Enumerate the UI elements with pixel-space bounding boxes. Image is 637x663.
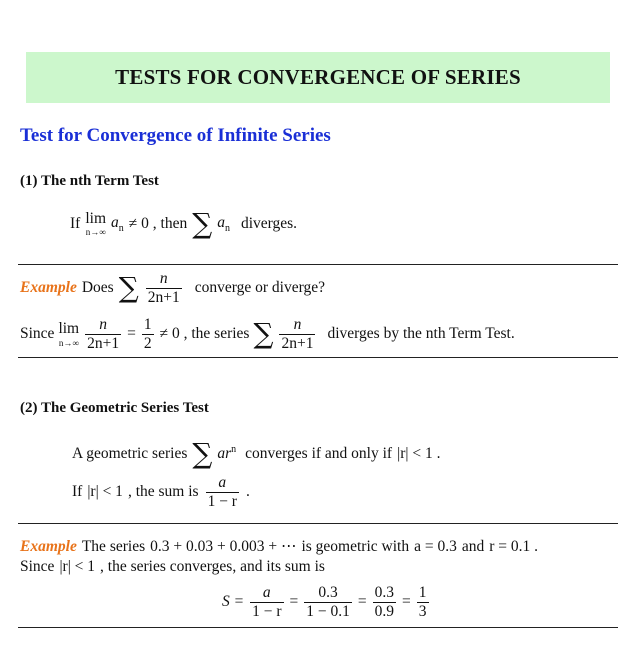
divider xyxy=(18,523,618,524)
geometric-line1-pre: A geometric series xyxy=(72,445,188,462)
fraction-numerator: a xyxy=(218,474,227,491)
equals-sign: = xyxy=(289,593,299,611)
example1-solution xyxy=(20,316,515,353)
example1-lim-under: n→∞ xyxy=(58,337,79,348)
statement-cond-sub: n xyxy=(118,223,124,235)
fraction-denominator: 3 xyxy=(418,602,427,620)
geometric-line2-end: . xyxy=(245,483,250,501)
example2-and: and xyxy=(461,537,485,555)
example2-line1-pre: The series xyxy=(81,537,146,555)
example1-half-fraction xyxy=(142,316,154,353)
sigma-symbol: ∑ xyxy=(253,317,274,351)
equals-sign: = xyxy=(127,325,136,343)
example2-line1 xyxy=(20,537,538,556)
sum-fraction-3 xyxy=(373,584,396,621)
fraction-numerator: 0.3 xyxy=(374,584,394,601)
section-title: Test for Convergence of Infinite Series xyxy=(20,125,331,146)
geometric-line2-cond: |r| < 1 xyxy=(87,483,123,501)
fraction-numerator: 1 xyxy=(418,584,427,601)
statement-lim-text: lim xyxy=(85,209,106,227)
fraction-denominator: 1 − r xyxy=(252,602,282,620)
example1-lim-fraction xyxy=(85,316,121,353)
geometric-heading: (2) The Geometric Series Test xyxy=(20,400,209,416)
statement-sum xyxy=(217,214,230,234)
example2-a-value: a = 0.3 xyxy=(414,537,457,555)
fraction-denominator: 2n+1 xyxy=(281,334,314,352)
fraction-numerator: n xyxy=(159,270,168,287)
sum-fraction-2 xyxy=(304,584,352,621)
geometric-line2-pre: If xyxy=(72,483,83,501)
statement-sum-var: a xyxy=(217,213,225,231)
nth-term-heading: (1) The nth Term Test xyxy=(20,173,159,189)
divider xyxy=(18,264,618,265)
geometric-term xyxy=(217,444,236,463)
geometric-sum-fraction xyxy=(206,474,239,511)
banner-title: TESTS FOR CONVERGENCE OF SERIES xyxy=(115,65,521,89)
statement-tail: diverges. xyxy=(240,215,298,232)
sigma-symbol: ∑ xyxy=(192,437,213,470)
equals-sign: = xyxy=(402,593,411,611)
geometric-line2 xyxy=(72,474,250,511)
fraction-numerator: n xyxy=(99,316,107,333)
fraction-numerator: 0.3 xyxy=(318,584,338,601)
geometric-term-base: ar xyxy=(217,445,232,463)
statement-cond-var: a xyxy=(111,213,119,231)
sum-fraction-1 xyxy=(250,584,283,621)
example1-fraction xyxy=(146,270,182,307)
example1-conclusion: diverges by the nth Term Test. xyxy=(327,325,515,343)
example2-series: 0.3 + 0.03 + 0.003 + ⋯ xyxy=(150,538,297,555)
fraction-numerator: a xyxy=(262,584,271,601)
example1-series-fraction xyxy=(279,316,315,353)
statement-cond xyxy=(111,214,124,234)
example2-r-value: r = 0.1 . xyxy=(489,537,539,555)
equals-sign: = xyxy=(357,593,367,611)
divider xyxy=(18,627,618,628)
statement-lim-under: n→∞ xyxy=(85,227,106,238)
fraction-denominator: 0.9 xyxy=(374,602,394,620)
example1-since: Since xyxy=(20,325,55,343)
statement-if: If xyxy=(70,215,81,232)
sum-fraction-4 xyxy=(417,584,429,621)
geometric-term-sup: n xyxy=(231,444,237,456)
fraction-denominator: 1 − r xyxy=(207,492,237,510)
example2-since: Since xyxy=(20,558,55,575)
geometric-line1-cond: |r| < 1 . xyxy=(397,445,441,462)
example1-question xyxy=(20,270,325,307)
nth-term-statement xyxy=(70,207,298,240)
example2-line2 xyxy=(20,558,325,576)
example2-cond: |r| < 1 xyxy=(59,558,96,575)
example1-question-pre: Does xyxy=(81,279,114,297)
example2-line2-rest: , the series converges, and its sum is xyxy=(100,558,325,575)
fraction-numerator: n xyxy=(293,316,302,333)
sigma-symbol: ∑ xyxy=(192,207,213,240)
example1-label: Example xyxy=(20,279,77,297)
fraction-numerator: 1 xyxy=(143,316,152,333)
geometric-line2-mid: , the sum is xyxy=(127,483,199,501)
example2-line1-mid: is geometric with xyxy=(301,537,410,555)
divider xyxy=(18,357,618,358)
statement-sum-sub: n xyxy=(224,223,230,235)
fraction-denominator: 2n+1 xyxy=(87,334,120,352)
geometric-line1-post: converges if and only if xyxy=(245,445,393,462)
sum-label: S = xyxy=(222,593,245,611)
example1-lim-text: lim xyxy=(58,320,80,338)
page-banner xyxy=(26,52,610,103)
example1-limit xyxy=(58,321,79,348)
example1-question-post: converge or diverge? xyxy=(194,279,325,297)
example1-neq: ≠ 0 , the series xyxy=(159,325,250,343)
sigma-symbol: ∑ xyxy=(118,271,139,305)
geometric-line1 xyxy=(72,437,441,470)
statement-limit xyxy=(85,211,106,238)
statement-neq: ≠ 0 , then xyxy=(128,215,188,232)
fraction-denominator: 2 xyxy=(143,334,152,352)
fraction-denominator: 2n+1 xyxy=(147,288,180,306)
fraction-denominator: 1 − 0.1 xyxy=(306,602,350,620)
example2-label: Example xyxy=(20,537,77,555)
example2-sum-equation xyxy=(222,584,431,621)
